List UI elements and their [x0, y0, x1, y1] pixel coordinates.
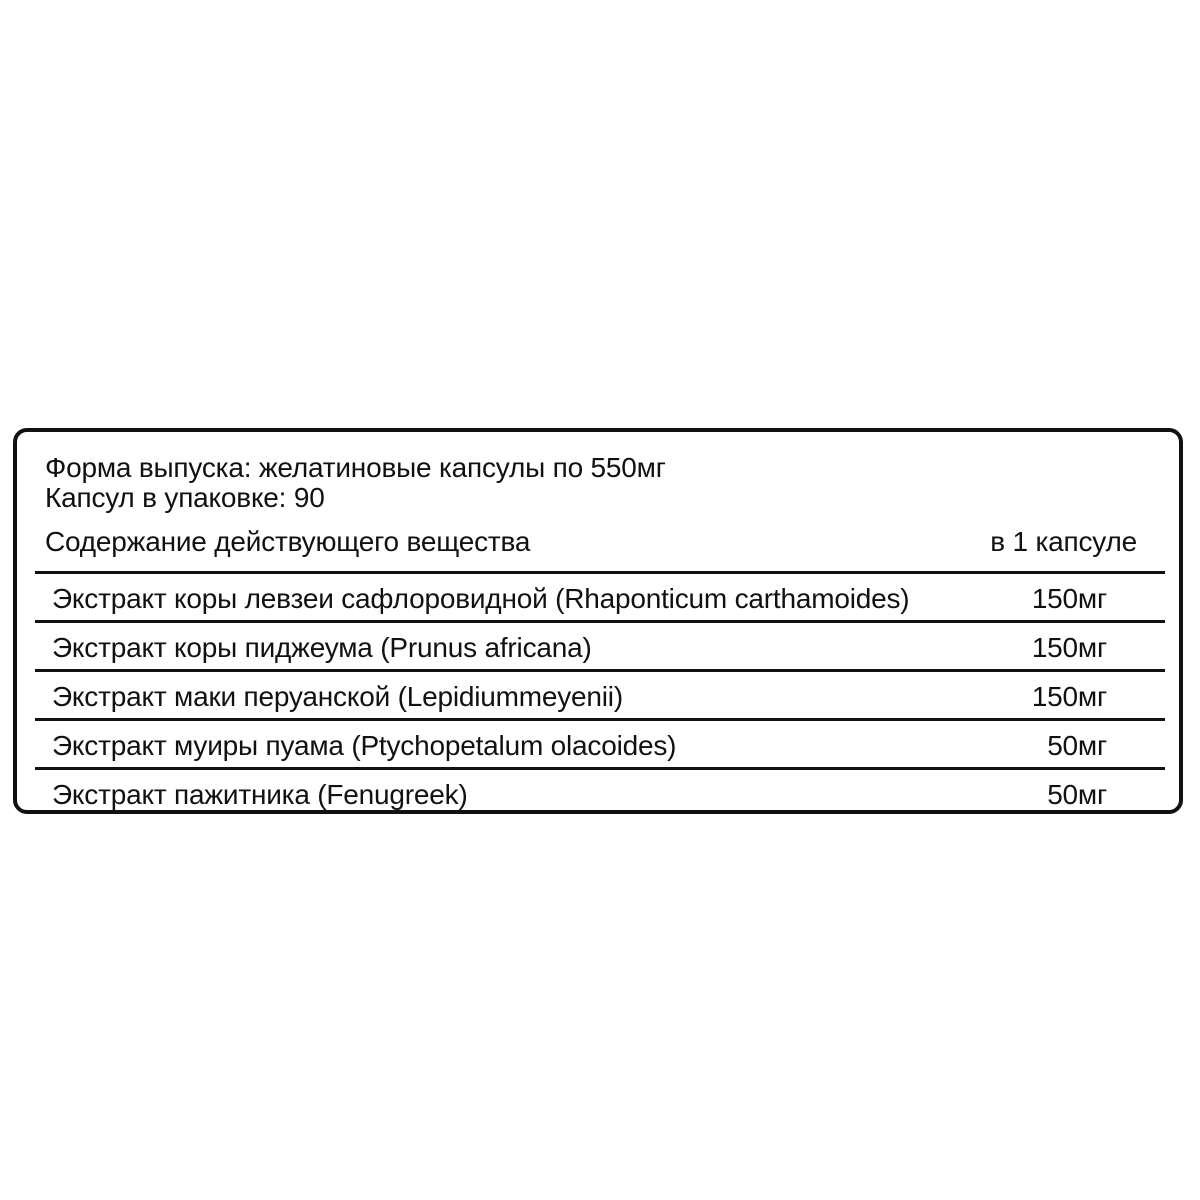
table-row — [35, 669, 1165, 718]
ingredient-name: Экстракт коры пиджеума (Prunus africana) — [52, 632, 592, 663]
ingredient-amount: 150мг — [1031, 632, 1107, 663]
ingredient-name: Экстракт маки перуанской (Lepidiummeyenii) — [52, 681, 623, 712]
ingredients-table — [35, 571, 1165, 816]
release-form-text: Форма выпуска: желатиновые капсулы по 550мг — [45, 452, 666, 483]
table-row — [35, 571, 1165, 620]
table-row — [35, 718, 1165, 767]
ingredient-name: Экстракт пажитника (Fenugreek) — [52, 779, 468, 810]
ingredient-name: Экстракт коры левзеи сафлоровидной (Rhaponticum carthamoides) — [52, 583, 910, 614]
ingredient-amount: 150мг — [1031, 583, 1107, 614]
per-capsule-header: в 1 капсуле — [990, 526, 1137, 557]
ingredient-amount: 50мг — [1047, 779, 1107, 810]
ingredient-amount: 150мг — [1031, 681, 1107, 712]
ingredient-amount: 50мг — [1047, 730, 1107, 761]
capsule-count-text: Капсул в упаковке: 90 — [45, 482, 325, 513]
composition-label-box — [13, 428, 1183, 814]
table-row — [35, 767, 1165, 816]
ingredient-name: Экстракт муиры пуама (Ptychopetalum olacoides) — [52, 730, 677, 761]
table-row — [35, 620, 1165, 669]
active-substance-header: Содержание действующего вещества — [45, 526, 531, 557]
